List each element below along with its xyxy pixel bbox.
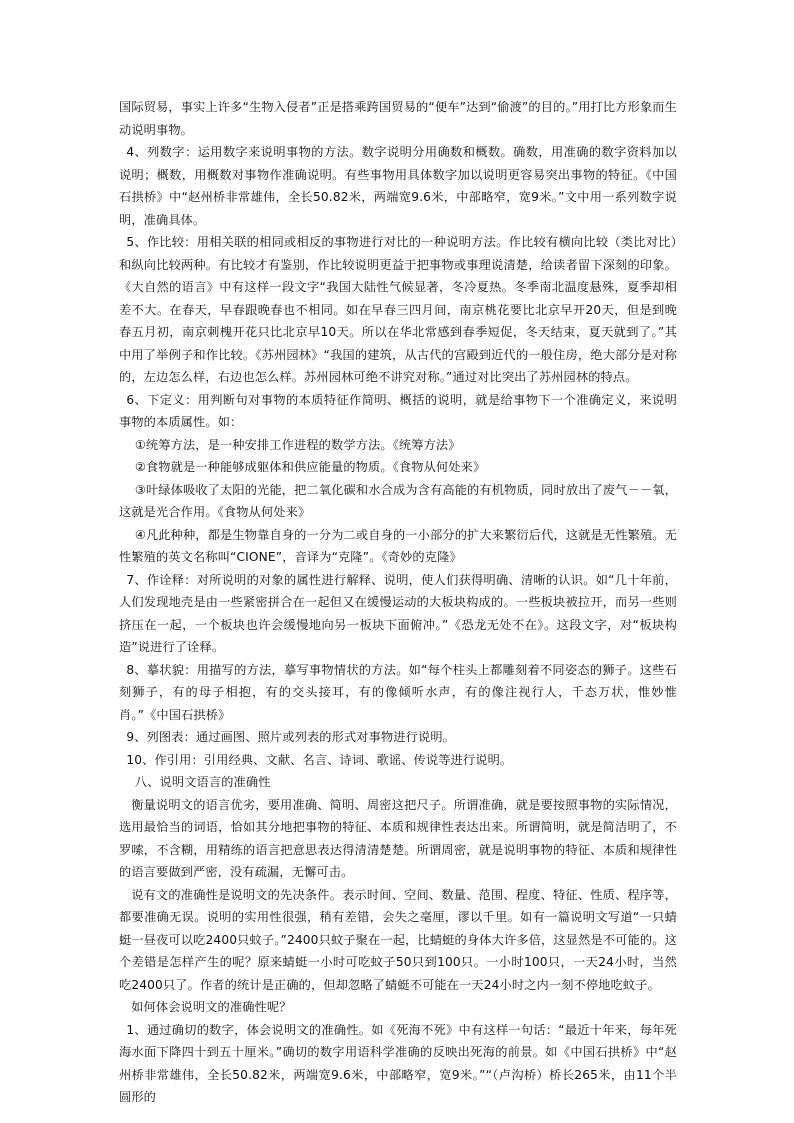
paragraph: 国际贸易，事实上许多“生物入侵者”正是搭乘跨国贸易的“便车”达到“偷渡”的目的。”用打比方形象而生动说明事物。 [119, 100, 677, 137]
list-item: ②食物就是一种能够成躯体和供应能量的物质。《食物从何处来》 [134, 460, 486, 474]
section-heading: 八、说明文语言的准确性 [134, 775, 271, 789]
paragraph: 5、作比较：用相关联的相同或相反的事物进行对比的一种说明方法。作比较有横向比较（类比对比）和纵向比较两种。有比较才有鉴别，作比较说明更益于把事物或事理说清楚，给读者留下深刻的印象。《大自然的语言》中有这样一段文字“我国大陆性气候显著，冬冷夏热。冬季南北温度悬殊，夏季却相差不大。在春天，早春跟晚春也不相同。如在早春三四月间，南京桃花要比北京早开20天，但是到晚春五月初，南京刺槐开花只比北京早10天。所以在华北常感到春季短促，冬天结束，夏天就到了。”其中用了举例子和作比较。《苏州园林》“我国的建筑，从古代的宫殿到近代的一般住房，绝大部分是对称的，左边怎么样，右边也怎么样。苏州园林可绝不讲究对称。”通过对比突出了苏州园林的特点。 [119, 235, 677, 384]
paragraph: 8、摹状貌：用描写的方法，摹写事物情状的方法。如“每个柱头上都雕刻着不同姿态的狮子。这些石刻狮子，有的母子相抱，有的交头接耳，有的像倾听水声，有的像注视行人，千态万状，惟妙惟肖。”《中国石拱桥》 [119, 662, 677, 722]
paragraph: 衡量说明文的语言优劣，要用准确、简明、周密这把尺子。所谓准确，就是要按照事物的实际情况，选用最恰当的词语，恰如其分地把事物的特征、本质和规律性表达出来。所谓简明，就是简洁明了，不罗嗦，不含糊，用精练的语言把意思表达得清清楚楚。所谓周密，就是说明事物的特征、本质和规律性的语言要做到严密，没有疏漏，无懈可击。 [119, 797, 677, 879]
document-body [119, 96, 677, 1109]
paragraph: 1、通过确切的数字，体会说明文的准确性。如《死海不死》中有这样一句话：“最近十年来，每年死海水面下降四十到五十厘米。”确切的数字用语科学准确的反映出死海的前景。如《中国石拱桥》中“赵州桥非常雄伟，全长50.82米，两端宽9.6米，中部略窄，宽9米。”“（卢沟桥）桥长265米，由11个半圆形的 [119, 1022, 677, 1104]
paragraph: 10、作引用：引用经典、文献、名言、诗词、歌谣、传说等进行说明。 [126, 752, 513, 767]
paragraph: 如何体会说明文的准确性呢？ [131, 1000, 292, 1014]
paragraph: 4、列数字：运用数字来说明事物的方法。数字说明分用确数和概数。确数，用准确的数字资料加以说明；概数，用概数对事物作准确说明。有些事物用具体数字加以说明更容易突出事物的特征。《中国石拱桥》中“赵州桥非常雄伟，全长50.82米，两端宽9.6米，中部略窄，宽9米。”文中用一系列数字说明，准确具体。 [119, 145, 677, 227]
paragraph: 6、下定义：用判断句对事物的本质特征作简明、概括的说明，就是给事物下一个准确定义，来说明事物的本质属性。如： [119, 392, 677, 429]
paragraph: 说有文的准确性是说明文的先决条件。表示时间、空间、数量、范围、程度、特征、性质、程序等，都要准确无误。说明的实用性很强，稍有差错，会失之毫厘，谬以千里。如有一篇说明文写道“一只蜻蜓一昼夜可以吃2400只蚊子。”2400只蚊子聚在一起，比蜻蜓的身体大许多倍，这显然是不可能的。这个差错是怎样产生的呢？原来蜻蜓一小时可吃蚊子50只到100只。一小时100只，一天24小时，当然吃2400只了。作者的统计是正确的，但却忽略了蜻蜓不可能在一天24小时之内一刻不停地吃蚊子。 [119, 887, 677, 992]
paragraph: 7、作诠释：对所说明的对象的属性进行解释、说明，使人们获得明确、清晰的认识。如“几十年前，人们发现地壳是由一些紧密拼合在一起但又在缓慢运动的大板块构成的。一些板块被拉开，而另一些则挤压在一起，一个板块也许会缓慢地向另一板块下面俯冲。”《恐龙无处不在》。这段文字，对“板块构造”说进行了诠释。 [119, 572, 677, 654]
list-item: ③叶绿体吸收了太阳的光能，把二氧化碳和水合成为含有高能的有机物质，同时放出了废气－－氧，这就是光合作用。《食物从何处来》 [119, 482, 677, 519]
list-item: ④凡此种种，都是生物靠自身的一分为二或自身的一小部分的扩大来繁衍后代，这就是无性繁殖。无性繁殖的英文名称叫“CIONE”，音译为“克隆”。《奇妙的克隆》 [119, 527, 677, 564]
paragraph: 9、列图表：通过画图、照片或列表的形式对事物进行说明。 [126, 730, 455, 744]
list-item: ①统筹方法，是一种安排工作进程的数学方法。《统筹方法》 [134, 437, 461, 452]
